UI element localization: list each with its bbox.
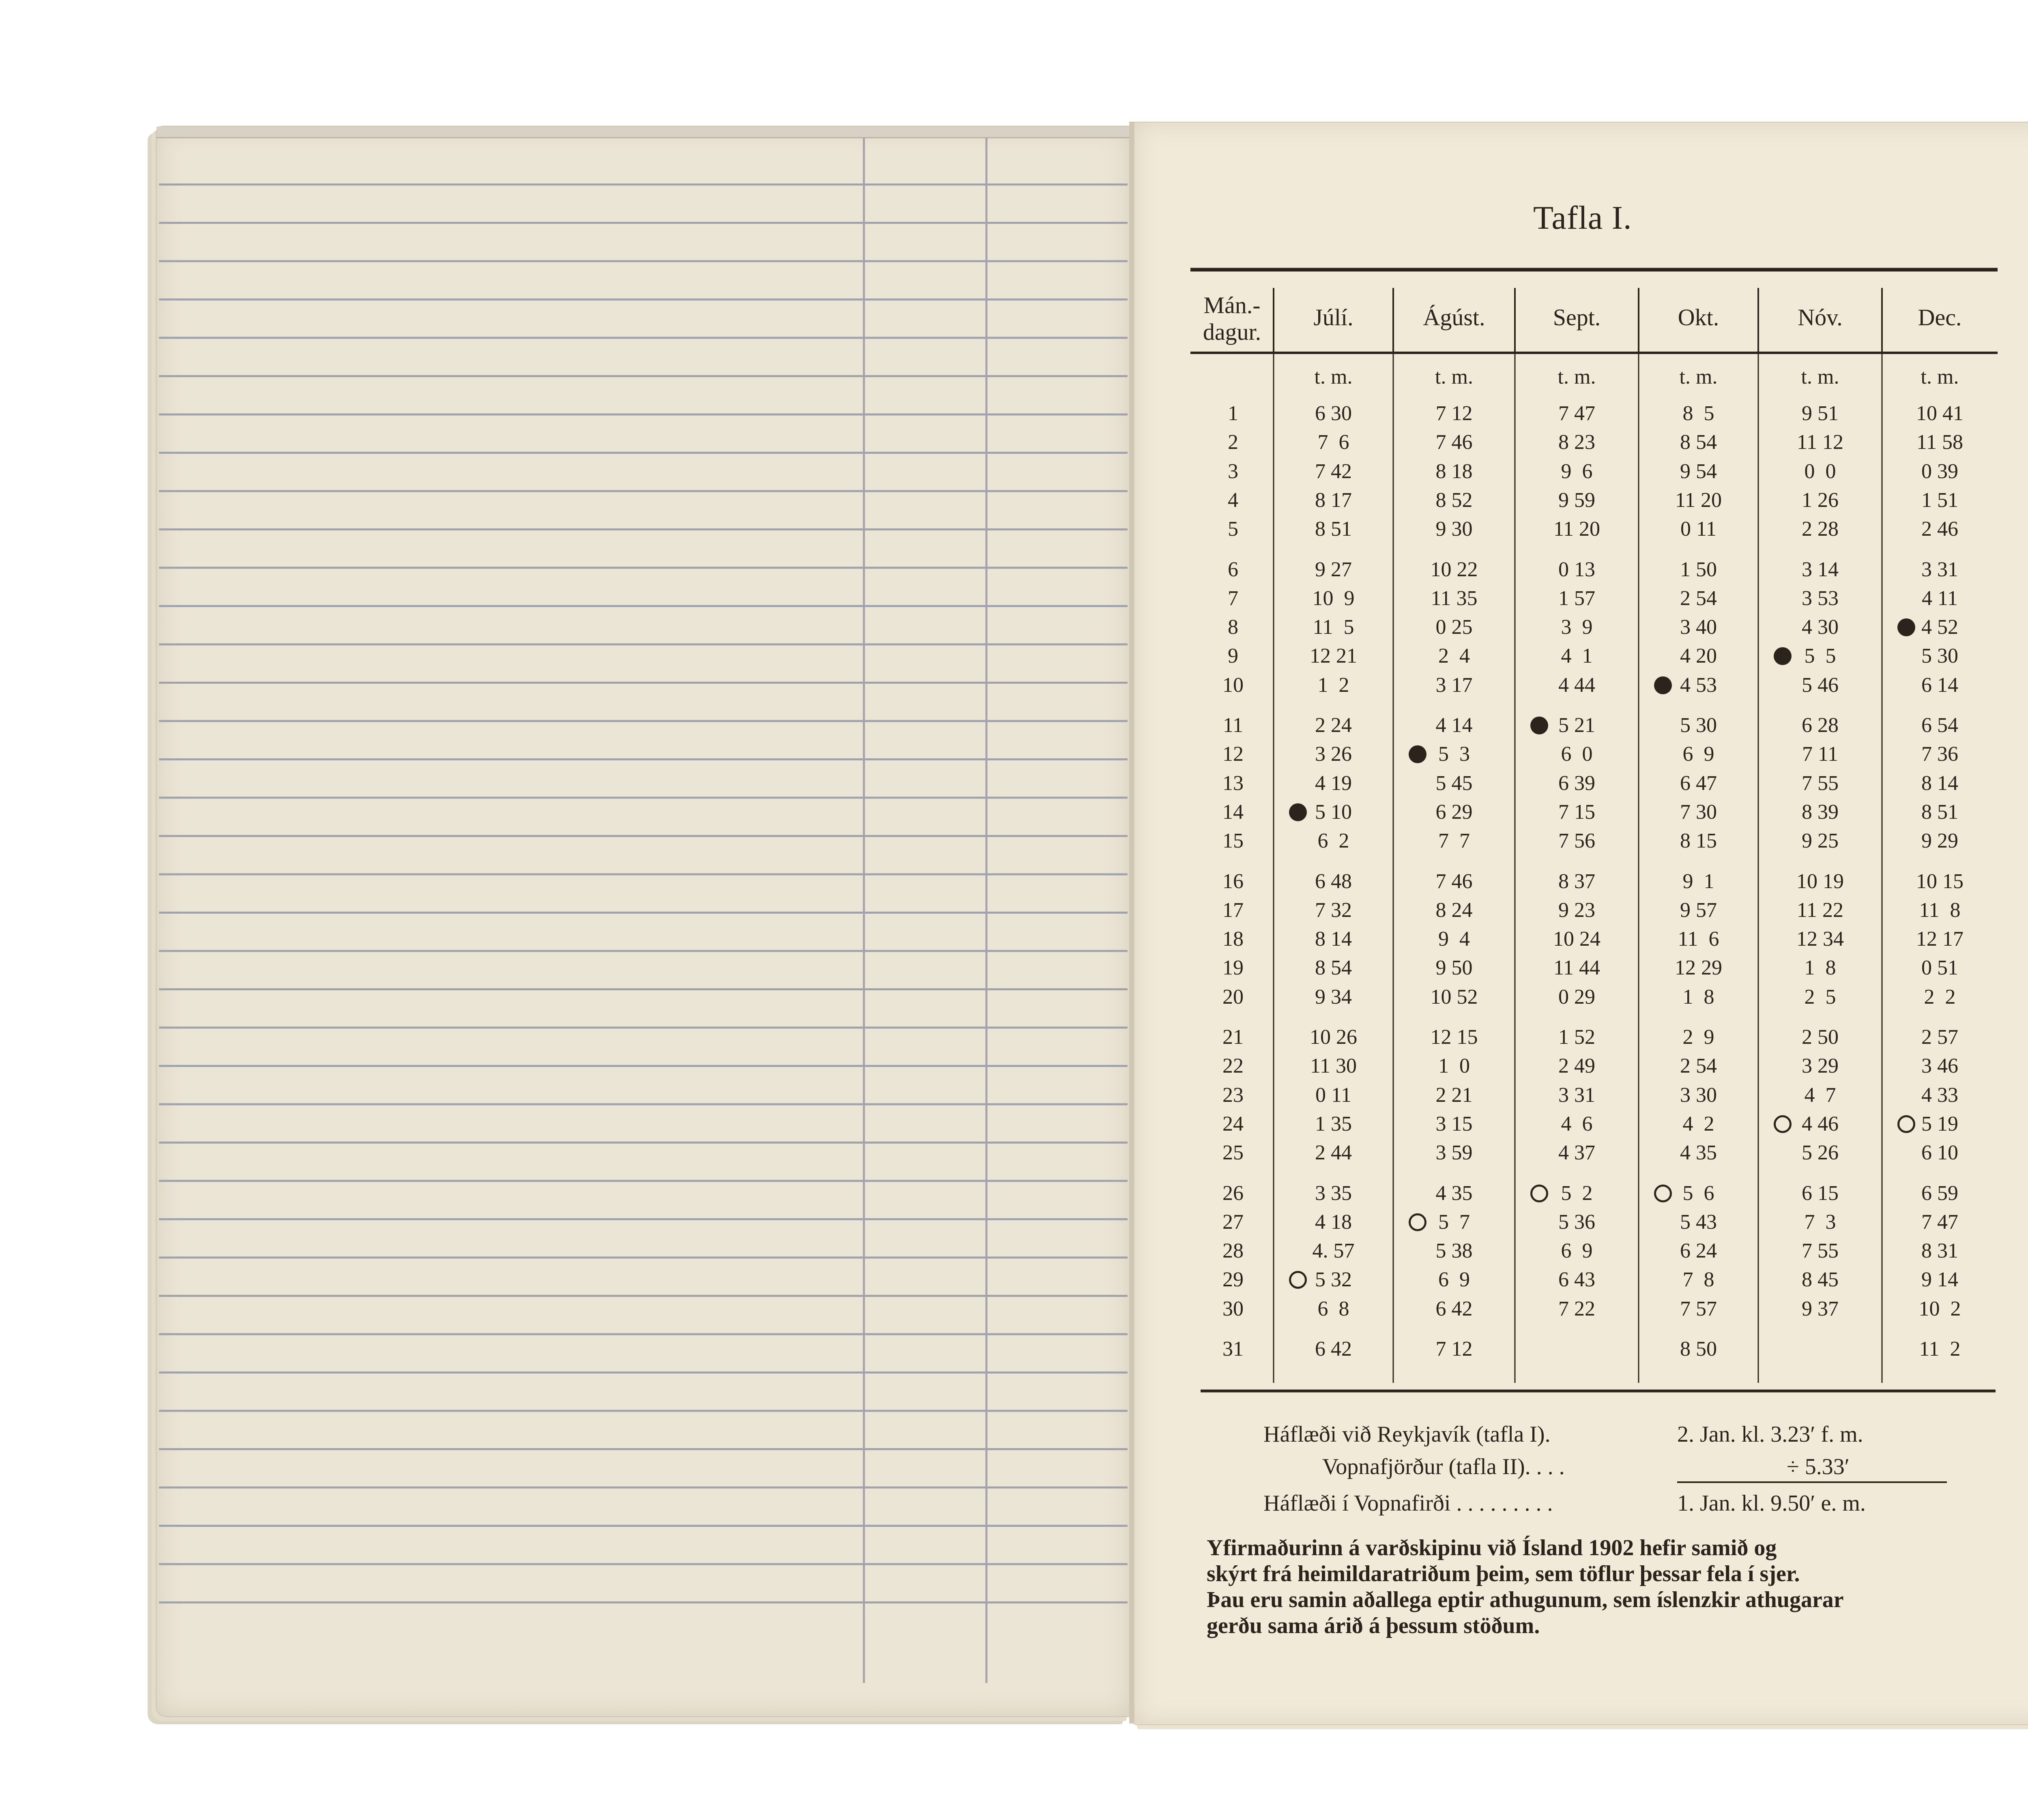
unit-label: t. m. bbox=[1314, 365, 1353, 388]
tide-time: 2 44 bbox=[1315, 1141, 1352, 1165]
tide-time: 10 15 bbox=[1916, 869, 1964, 893]
tide-time: 11 20 bbox=[1553, 517, 1600, 541]
tide-time: 1 51 bbox=[1921, 488, 1958, 512]
new-moon-icon bbox=[1289, 803, 1307, 821]
tide-time: 3 17 bbox=[1435, 673, 1473, 697]
tide-time: 7 3 bbox=[1804, 1210, 1836, 1234]
unit-label: t. m. bbox=[1435, 365, 1473, 388]
tide-time: 7 56 bbox=[1558, 829, 1595, 853]
tide-time: 10 41 bbox=[1916, 402, 1964, 425]
tide-time: 9 1 bbox=[1682, 869, 1714, 893]
day-number: 3 bbox=[1228, 459, 1238, 483]
tide-time: 6 39 bbox=[1558, 771, 1595, 795]
full-moon-icon bbox=[1409, 1213, 1426, 1231]
tide-time: 3 53 bbox=[1802, 586, 1839, 610]
tide-time: 11 35 bbox=[1431, 586, 1478, 610]
header-day-column bbox=[1190, 292, 1274, 346]
tide-time: 8 14 bbox=[1315, 927, 1352, 951]
tide-time: 6 42 bbox=[1435, 1297, 1473, 1320]
tide-time: 11 5 bbox=[1313, 616, 1354, 639]
tide-time: 5 30 bbox=[1680, 714, 1717, 737]
tide-time: 7 11 bbox=[1802, 743, 1839, 766]
tide-time: 7 12 bbox=[1435, 402, 1473, 425]
day-number: 6 bbox=[1228, 558, 1238, 581]
tide-time: 5 10 bbox=[1315, 800, 1352, 824]
tide-time: 6 29 bbox=[1435, 800, 1473, 824]
tide-time: 4 19 bbox=[1315, 771, 1352, 795]
full-moon-icon bbox=[1897, 1115, 1915, 1133]
tide-time: 8 45 bbox=[1802, 1268, 1839, 1292]
day-number: 24 bbox=[1222, 1112, 1244, 1135]
tide-time: 0 39 bbox=[1921, 459, 1958, 483]
tide-time: 10 2 bbox=[1918, 1297, 1961, 1320]
paragraph-line: Þau eru samin aðallega eptir athugunum, sem íslenzkir athugarar bbox=[1207, 1587, 1844, 1612]
tide-time: 9 14 bbox=[1921, 1268, 1958, 1292]
tide-time: 1 2 bbox=[1317, 673, 1349, 697]
tide-time: 0 25 bbox=[1435, 616, 1473, 639]
tide-time: 5 21 bbox=[1558, 714, 1595, 737]
tide-time: 10 24 bbox=[1553, 927, 1600, 951]
tide-time: 3 26 bbox=[1315, 743, 1352, 766]
tide-time: 5 6 bbox=[1682, 1181, 1714, 1205]
header-month: Nóv. bbox=[1798, 304, 1843, 331]
unit-label: t. m. bbox=[1801, 365, 1839, 388]
tide-time: 0 11 bbox=[1315, 1083, 1352, 1107]
tide-time: 7 32 bbox=[1315, 898, 1352, 922]
tide-time: 6 59 bbox=[1921, 1181, 1958, 1205]
tide-time: 3 30 bbox=[1680, 1083, 1717, 1107]
tide-time: 1 8 bbox=[1682, 985, 1714, 1009]
new-moon-icon bbox=[1654, 676, 1672, 694]
tide-time: 12 17 bbox=[1916, 927, 1964, 951]
tide-time: 8 18 bbox=[1435, 459, 1473, 483]
tide-time: 11 58 bbox=[1916, 431, 1964, 454]
tide-time: 1 26 bbox=[1802, 488, 1839, 512]
day-number: 8 bbox=[1228, 616, 1238, 639]
day-number: 19 bbox=[1222, 956, 1244, 980]
full-moon-icon bbox=[1530, 1185, 1548, 1202]
tide-time: 5 26 bbox=[1802, 1141, 1839, 1165]
tide-time: 10 22 bbox=[1430, 558, 1478, 581]
tide-time: 4. 57 bbox=[1312, 1239, 1355, 1263]
tide-time: 10 52 bbox=[1430, 985, 1478, 1009]
tide-time: 6 8 bbox=[1317, 1297, 1349, 1320]
tide-time: 7 6 bbox=[1317, 431, 1349, 454]
tide-time: 8 51 bbox=[1921, 800, 1958, 824]
day-number: 12 bbox=[1222, 743, 1244, 766]
tide-time: 4 37 bbox=[1558, 1141, 1595, 1165]
day-number: 5 bbox=[1228, 517, 1238, 541]
tide-time: 9 6 bbox=[1561, 459, 1593, 483]
tide-time: 8 14 bbox=[1921, 771, 1958, 795]
footer-line1-value: 2. Jan. kl. 3.23′ f. m. bbox=[1677, 1422, 1863, 1447]
header-month: Sept. bbox=[1553, 304, 1601, 331]
tide-time: 8 5 bbox=[1682, 402, 1714, 425]
tide-time: 11 22 bbox=[1796, 898, 1844, 922]
tide-time: 8 24 bbox=[1435, 898, 1473, 922]
tide-time: 4 30 bbox=[1802, 616, 1839, 639]
header-month: Okt. bbox=[1678, 304, 1719, 331]
tide-time: 5 30 bbox=[1921, 644, 1958, 668]
tide-time: 8 54 bbox=[1315, 956, 1352, 980]
day-number: 9 bbox=[1228, 644, 1238, 668]
tide-time: 5 2 bbox=[1561, 1181, 1593, 1205]
tide-time: 2 2 bbox=[1924, 985, 1956, 1009]
tide-time: 2 24 bbox=[1315, 714, 1352, 737]
tide-time: 9 57 bbox=[1680, 898, 1717, 922]
tide-time: 6 10 bbox=[1921, 1141, 1958, 1165]
day-number: 17 bbox=[1222, 898, 1244, 922]
tide-time: 4 2 bbox=[1682, 1112, 1714, 1135]
footer-line3-value: 1. Jan. kl. 9.50′ e. m. bbox=[1677, 1491, 1866, 1516]
tide-time: 11 8 bbox=[1919, 898, 1961, 922]
tide-time: 2 49 bbox=[1558, 1054, 1595, 1078]
tide-time: 6 9 bbox=[1682, 743, 1714, 766]
tide-time: 9 27 bbox=[1315, 558, 1352, 581]
footer-line2-value: ÷ 5.33′ bbox=[1787, 1454, 1850, 1479]
tide-time: 8 31 bbox=[1921, 1239, 1958, 1263]
tide-time: 11 44 bbox=[1553, 956, 1600, 980]
new-moon-icon bbox=[1897, 618, 1915, 636]
tide-time: 8 50 bbox=[1680, 1337, 1717, 1361]
header-month: Júlí. bbox=[1313, 304, 1353, 331]
day-number: 16 bbox=[1222, 869, 1244, 893]
new-moon-icon bbox=[1409, 745, 1426, 763]
tide-time: 9 23 bbox=[1558, 898, 1595, 922]
tide-time: 7 30 bbox=[1680, 800, 1717, 824]
tide-time: 4 53 bbox=[1680, 673, 1717, 697]
tide-time: 7 55 bbox=[1802, 1239, 1839, 1263]
tide-time: 1 57 bbox=[1558, 586, 1595, 610]
tide-time: 4 6 bbox=[1561, 1112, 1593, 1135]
tide-time: 7 36 bbox=[1921, 743, 1958, 766]
tide-time: 5 3 bbox=[1438, 743, 1470, 766]
day-number: 10 bbox=[1222, 673, 1244, 697]
tide-time: 11 30 bbox=[1310, 1054, 1357, 1078]
day-number: 27 bbox=[1222, 1210, 1244, 1234]
tide-time: 2 46 bbox=[1921, 517, 1958, 541]
day-number: 14 bbox=[1222, 800, 1244, 824]
day-number: 2 bbox=[1228, 431, 1238, 454]
tide-time: 12 34 bbox=[1796, 927, 1844, 951]
tide-time: 8 37 bbox=[1558, 869, 1595, 893]
tide-time: 0 0 bbox=[1804, 459, 1836, 483]
tide-time: 6 30 bbox=[1315, 402, 1352, 425]
footer-paragraph bbox=[1207, 1535, 2018, 1639]
tide-time: 4 11 bbox=[1921, 586, 1958, 610]
day-number: 22 bbox=[1222, 1054, 1244, 1078]
tide-time: 3 14 bbox=[1802, 558, 1839, 581]
tide-time: 9 4 bbox=[1438, 927, 1470, 951]
tide-time: 1 50 bbox=[1680, 558, 1717, 581]
tide-time: 9 34 bbox=[1315, 985, 1352, 1009]
tide-time: 8 54 bbox=[1680, 431, 1717, 454]
tide-time: 7 42 bbox=[1315, 459, 1352, 483]
tide-time: 4 20 bbox=[1680, 644, 1717, 668]
tide-time: 4 14 bbox=[1435, 714, 1473, 737]
tide-time: 8 23 bbox=[1558, 431, 1595, 454]
tide-time: 5 5 bbox=[1804, 644, 1836, 668]
tide-time: 0 51 bbox=[1921, 956, 1958, 980]
header-month: Ágúst. bbox=[1423, 304, 1485, 331]
tide-time: 2 57 bbox=[1921, 1026, 1958, 1049]
tide-time: 6 43 bbox=[1558, 1268, 1595, 1292]
day-number: 11 bbox=[1222, 714, 1244, 737]
tide-time: 7 8 bbox=[1682, 1268, 1714, 1292]
tide-time: 7 15 bbox=[1558, 800, 1595, 824]
tide-time: 8 39 bbox=[1802, 800, 1839, 824]
tide-time: 8 52 bbox=[1435, 488, 1473, 512]
tide-time: 4 46 bbox=[1802, 1112, 1839, 1135]
day-number: 23 bbox=[1222, 1083, 1244, 1107]
tide-time: 11 6 bbox=[1678, 927, 1719, 951]
tide-time: 7 55 bbox=[1802, 771, 1839, 795]
tide-time: 7 47 bbox=[1921, 1210, 1958, 1234]
tide-time: 7 47 bbox=[1558, 402, 1595, 425]
tide-time: 1 8 bbox=[1804, 956, 1836, 980]
day-number: 13 bbox=[1222, 771, 1244, 795]
tide-time: 2 54 bbox=[1680, 586, 1717, 610]
tide-time: 6 9 bbox=[1561, 1239, 1593, 1263]
tide-time: 11 20 bbox=[1675, 488, 1722, 512]
tide-time: 6 15 bbox=[1802, 1181, 1839, 1205]
tide-time: 12 29 bbox=[1675, 956, 1722, 980]
tide-time: 12 21 bbox=[1310, 644, 1357, 668]
tide-time: 4 7 bbox=[1804, 1083, 1836, 1107]
unit-label: t. m. bbox=[1679, 365, 1718, 388]
tide-time: 5 36 bbox=[1558, 1210, 1595, 1234]
day-number: 26 bbox=[1222, 1181, 1244, 1205]
tide-time: 11 2 bbox=[1919, 1337, 1961, 1361]
tide-time: 2 9 bbox=[1682, 1026, 1714, 1049]
tide-time: 6 0 bbox=[1561, 743, 1593, 766]
tide-time: 11 12 bbox=[1796, 431, 1844, 454]
tide-time: 8 51 bbox=[1315, 517, 1352, 541]
day-number: 28 bbox=[1222, 1239, 1244, 1263]
tide-time: 10 26 bbox=[1310, 1026, 1357, 1049]
tide-time: 2 4 bbox=[1438, 644, 1470, 668]
tide-time: 5 7 bbox=[1438, 1210, 1470, 1234]
tide-time: 6 24 bbox=[1680, 1239, 1717, 1263]
tide-time: 8 17 bbox=[1315, 488, 1352, 512]
tide-time: 7 46 bbox=[1435, 869, 1473, 893]
tide-time: 3 15 bbox=[1435, 1112, 1473, 1135]
header-day-text: dagur. bbox=[1203, 319, 1261, 345]
tide-time: 4 35 bbox=[1680, 1141, 1717, 1165]
tide-time: 4 33 bbox=[1921, 1083, 1958, 1107]
full-moon-icon bbox=[1654, 1185, 1672, 1202]
tide-time: 3 31 bbox=[1558, 1083, 1595, 1107]
tide-time: 6 28 bbox=[1802, 714, 1839, 737]
day-number: 21 bbox=[1222, 1026, 1244, 1049]
tide-time: 7 57 bbox=[1680, 1297, 1717, 1320]
header-day-text: Mán.- bbox=[1203, 292, 1261, 318]
tide-time: 1 35 bbox=[1315, 1112, 1352, 1135]
tide-time: 2 54 bbox=[1680, 1054, 1717, 1078]
paragraph-line: skýrt frá heimildaratriðum þeim, sem töflur þessar fela í sjer. bbox=[1207, 1561, 1800, 1586]
day-number: 20 bbox=[1222, 985, 1244, 1009]
tide-time: 12 15 bbox=[1430, 1026, 1478, 1049]
tide-time: 9 59 bbox=[1558, 488, 1595, 512]
tide-time: 2 21 bbox=[1435, 1083, 1473, 1107]
day-number: 25 bbox=[1222, 1141, 1244, 1165]
tide-time: 4 52 bbox=[1921, 616, 1958, 639]
tide-time: 6 47 bbox=[1680, 771, 1717, 795]
tide-time: 2 50 bbox=[1802, 1026, 1839, 1049]
unit-label: t. m. bbox=[1558, 365, 1596, 388]
tide-time: 9 37 bbox=[1802, 1297, 1839, 1320]
tide-time: 6 42 bbox=[1315, 1337, 1352, 1361]
tide-time: 10 9 bbox=[1312, 586, 1355, 610]
tide-time: 4 1 bbox=[1561, 644, 1593, 668]
tide-time: 3 59 bbox=[1435, 1141, 1473, 1165]
footer-line3-label: Háflæði í Vopnafirði . . . . . . . . . bbox=[1263, 1491, 1553, 1516]
table-title: Tafla I. bbox=[1533, 199, 1632, 236]
footer-line2-label: Vopnafjörður (tafla II). . . . bbox=[1322, 1454, 1565, 1479]
tide-time: 3 46 bbox=[1921, 1054, 1958, 1078]
tide-time: 9 25 bbox=[1802, 829, 1839, 853]
tide-time: 0 11 bbox=[1680, 517, 1717, 541]
tide-time: 6 9 bbox=[1438, 1268, 1470, 1292]
header-month: Dec. bbox=[1918, 304, 1962, 331]
day-number: 18 bbox=[1222, 927, 1244, 951]
tide-time: 9 54 bbox=[1680, 459, 1717, 483]
tide-time: 7 7 bbox=[1438, 829, 1470, 853]
tide-time: 9 50 bbox=[1435, 956, 1473, 980]
tide-time: 3 35 bbox=[1315, 1181, 1352, 1205]
tide-time: 8 15 bbox=[1680, 829, 1717, 853]
tide-time: 6 2 bbox=[1317, 829, 1349, 853]
day-number: 30 bbox=[1222, 1297, 1244, 1320]
tide-time: 5 43 bbox=[1680, 1210, 1717, 1234]
day-number: 4 bbox=[1228, 488, 1238, 512]
day-number: 1 bbox=[1228, 402, 1238, 425]
tide-time: 7 46 bbox=[1435, 431, 1473, 454]
tide-time: 3 29 bbox=[1802, 1054, 1839, 1078]
tide-time: 4 35 bbox=[1435, 1181, 1473, 1205]
tide-time: 5 32 bbox=[1315, 1268, 1352, 1292]
tide-time: 5 46 bbox=[1802, 673, 1839, 697]
tide-time: 3 40 bbox=[1680, 616, 1717, 639]
tide-time: 6 54 bbox=[1921, 714, 1958, 737]
new-moon-icon bbox=[1530, 717, 1548, 734]
tide-time: 4 18 bbox=[1315, 1210, 1352, 1234]
tide-time: 2 5 bbox=[1804, 985, 1836, 1009]
tide-time: 2 28 bbox=[1802, 517, 1839, 541]
tide-time: 10 19 bbox=[1796, 869, 1844, 893]
day-number: 15 bbox=[1222, 829, 1244, 853]
day-number: 7 bbox=[1228, 586, 1238, 610]
tide-time: 3 9 bbox=[1561, 616, 1593, 639]
tide-time: 7 22 bbox=[1558, 1297, 1595, 1320]
tide-time: 5 19 bbox=[1921, 1112, 1958, 1135]
tide-time: 9 29 bbox=[1921, 829, 1958, 853]
tide-time: 3 31 bbox=[1921, 558, 1958, 581]
day-number: 29 bbox=[1222, 1268, 1244, 1292]
tide-time: 7 12 bbox=[1435, 1337, 1473, 1361]
tide-time: 6 48 bbox=[1315, 869, 1352, 893]
day-number: 31 bbox=[1222, 1337, 1244, 1361]
tide-time: 1 0 bbox=[1438, 1054, 1470, 1078]
footer-line1-label: Háflæði við Reykjavík (tafla I). bbox=[1263, 1422, 1551, 1447]
paragraph-line: gerðu sama árið á þessum stöðum. bbox=[1207, 1613, 1540, 1638]
tide-time: 5 38 bbox=[1435, 1239, 1473, 1263]
tide-time: 6 14 bbox=[1921, 673, 1958, 697]
tide-time: 9 51 bbox=[1802, 402, 1839, 425]
tide-time: 1 52 bbox=[1558, 1026, 1595, 1049]
full-moon-icon bbox=[1774, 1115, 1792, 1133]
tide-time: 0 29 bbox=[1558, 985, 1595, 1009]
paragraph-line: Yfirmaðurinn á varðskipinu við Ísland 1902 hefir samið og bbox=[1207, 1535, 1777, 1560]
unit-label: t. m. bbox=[1921, 365, 1959, 388]
tide-time: 0 13 bbox=[1558, 558, 1595, 581]
tide-time: 5 45 bbox=[1435, 771, 1473, 795]
tide-time: 4 44 bbox=[1558, 673, 1595, 697]
tide-time: 9 30 bbox=[1435, 517, 1473, 541]
